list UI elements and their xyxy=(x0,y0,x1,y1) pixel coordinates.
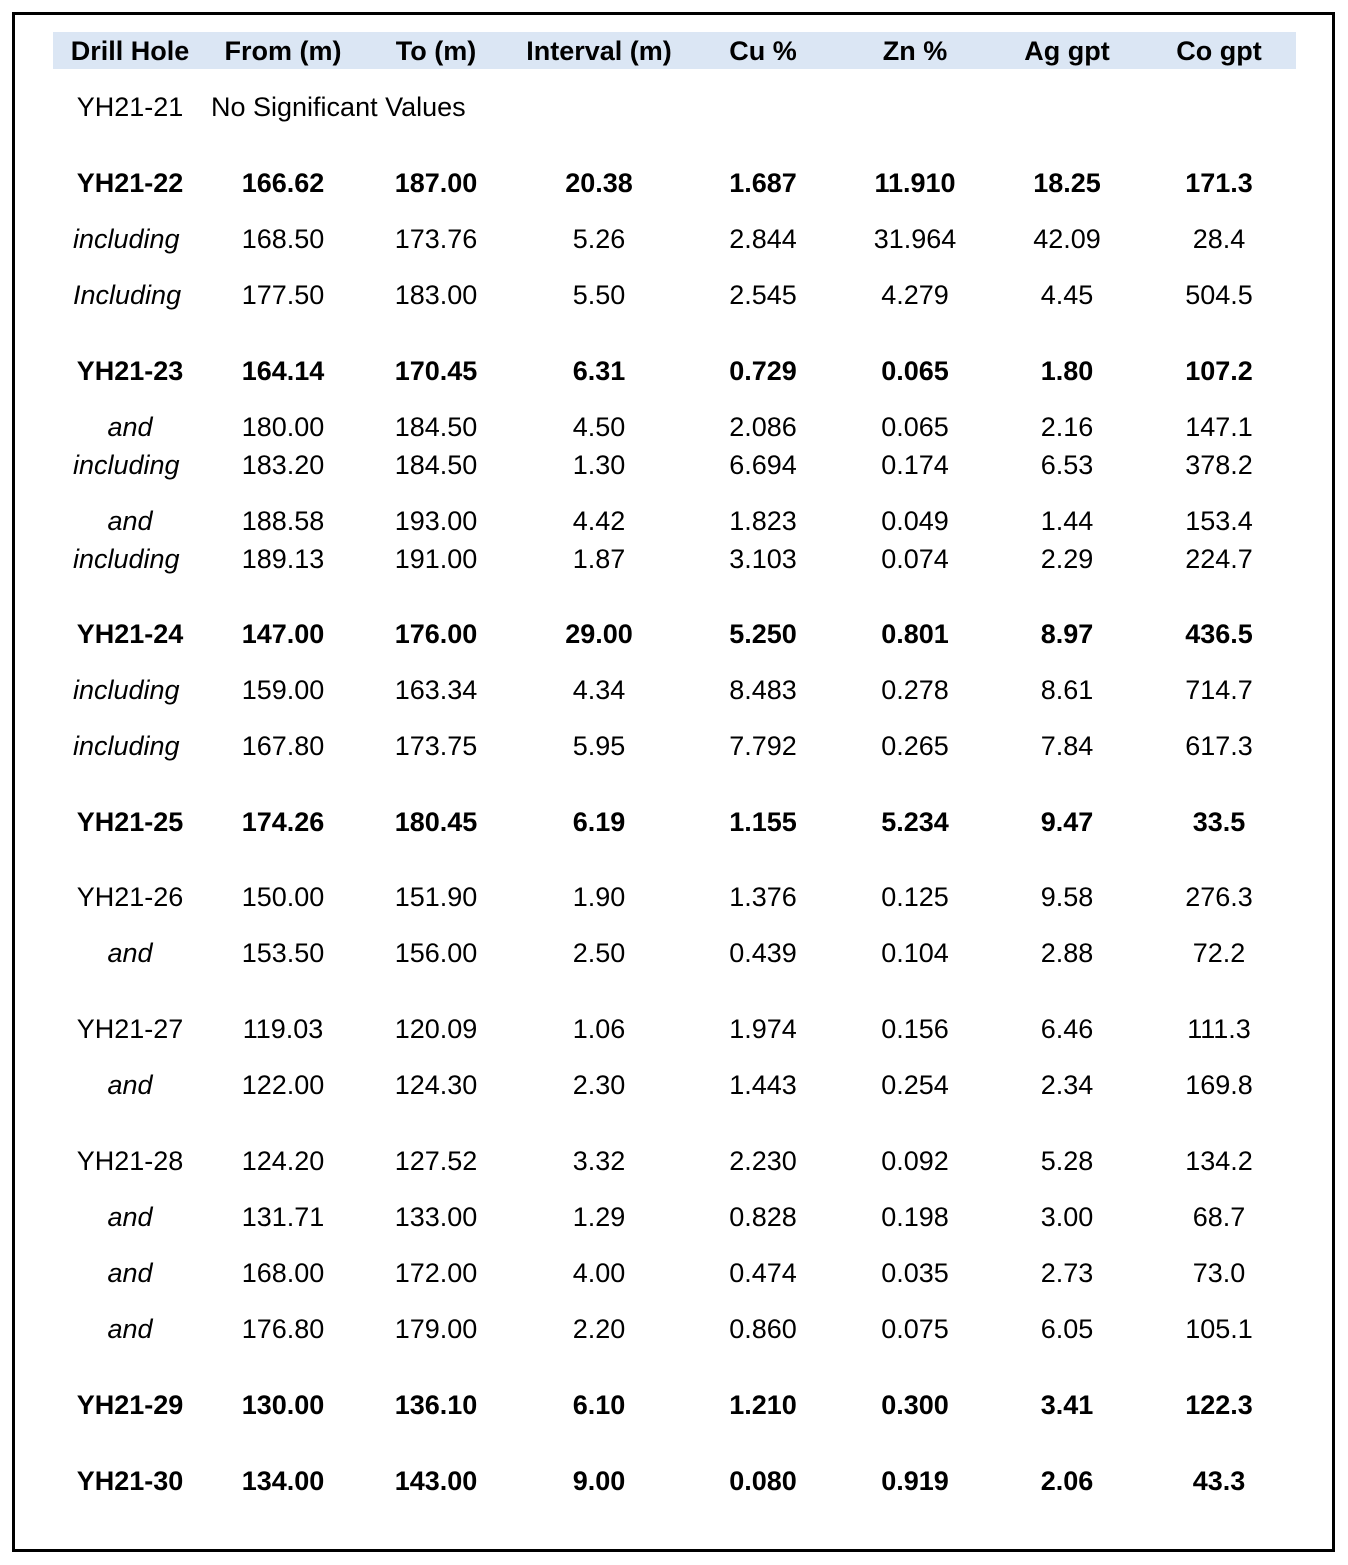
ag-cell: 2.73 xyxy=(1040,1258,1094,1288)
table-row xyxy=(0,1253,1348,1293)
cu-cell: 7.792 xyxy=(729,731,797,761)
from-cell: 183.20 xyxy=(241,450,325,480)
to-cell: 179.00 xyxy=(394,1314,478,1344)
header-to: To (m) xyxy=(395,36,477,66)
co-cell: 43.3 xyxy=(1192,1466,1246,1496)
to-cell: 143.00 xyxy=(394,1466,478,1496)
cu-cell: 2.230 xyxy=(729,1146,797,1176)
drill-hole-cell: Including xyxy=(73,280,182,310)
table-row xyxy=(0,670,1348,710)
drill-hole-cell: YH21-25 xyxy=(76,807,184,837)
ag-cell: 3.41 xyxy=(1040,1390,1094,1420)
co-cell: 617.3 xyxy=(1185,731,1253,761)
interval-cell: 5.50 xyxy=(572,280,626,310)
cu-cell: 3.103 xyxy=(729,544,797,574)
from-cell: 130.00 xyxy=(241,1390,325,1420)
header-row xyxy=(0,31,1348,71)
co-cell: 33.5 xyxy=(1192,807,1246,837)
zn-cell: 0.156 xyxy=(881,1014,949,1044)
co-cell: 107.2 xyxy=(1185,356,1253,386)
drill-hole-cell: including xyxy=(73,450,180,480)
table-row xyxy=(0,802,1348,842)
co-cell: 105.1 xyxy=(1185,1314,1253,1344)
to-cell: 184.50 xyxy=(394,450,478,480)
interval-cell: 6.10 xyxy=(572,1390,626,1420)
cu-cell: 6.694 xyxy=(729,450,797,480)
table-row xyxy=(0,219,1348,259)
ag-cell: 2.29 xyxy=(1040,544,1094,574)
interval-cell: 4.42 xyxy=(572,506,626,536)
zn-cell: 0.174 xyxy=(881,450,949,480)
ag-cell: 6.05 xyxy=(1040,1314,1094,1344)
table-row xyxy=(0,1385,1348,1425)
co-cell: 224.7 xyxy=(1185,544,1253,574)
to-cell: 120.09 xyxy=(394,1014,478,1044)
table-row xyxy=(0,614,1348,654)
interval-cell: 3.32 xyxy=(572,1146,626,1176)
drill-hole-cell: YH21-28 xyxy=(76,1146,184,1176)
from-cell: 177.50 xyxy=(241,280,325,310)
from-cell: 189.13 xyxy=(241,544,325,574)
interval-cell: 1.29 xyxy=(572,1202,626,1232)
to-cell: 193.00 xyxy=(394,506,478,536)
table-row xyxy=(0,933,1348,973)
from-cell: 176.80 xyxy=(241,1314,325,1344)
drill-hole-cell: YH21-23 xyxy=(76,356,184,386)
header-zn: Zn % xyxy=(882,36,948,66)
co-cell: 73.0 xyxy=(1192,1258,1246,1288)
co-cell: 171.3 xyxy=(1185,168,1253,198)
ag-cell: 8.61 xyxy=(1040,675,1094,705)
table-row xyxy=(0,275,1348,315)
co-cell: 72.2 xyxy=(1192,938,1246,968)
to-cell: 187.00 xyxy=(394,168,478,198)
drill-hole-cell: and xyxy=(107,1314,153,1344)
co-cell: 378.2 xyxy=(1185,450,1253,480)
zn-cell: 0.035 xyxy=(881,1258,949,1288)
cu-cell: 2.545 xyxy=(729,280,797,310)
from-cell: 150.00 xyxy=(241,882,325,912)
to-cell: 170.45 xyxy=(394,356,478,386)
interval-cell: 1.06 xyxy=(572,1014,626,1044)
cu-cell: 1.210 xyxy=(729,1390,797,1420)
drill-hole-cell: YH21-21 xyxy=(76,92,184,122)
to-cell: 172.00 xyxy=(394,1258,478,1288)
table-row xyxy=(0,501,1348,541)
zn-cell: 11.910 xyxy=(874,168,956,198)
drill-hole-cell: and xyxy=(107,506,153,536)
interval-cell: 1.87 xyxy=(572,544,626,574)
zn-cell: 0.074 xyxy=(881,544,949,574)
ag-cell: 9.58 xyxy=(1040,882,1094,912)
cu-cell: 0.439 xyxy=(729,938,797,968)
to-cell: 133.00 xyxy=(394,1202,478,1232)
zn-cell: 0.075 xyxy=(881,1314,949,1344)
table-row xyxy=(0,539,1348,579)
to-cell: 173.75 xyxy=(394,731,478,761)
table-row xyxy=(0,351,1348,391)
cu-cell: 0.860 xyxy=(729,1314,797,1344)
to-cell: 173.76 xyxy=(394,224,478,254)
drill-hole-cell: including xyxy=(73,544,180,574)
interval-cell: 29.00 xyxy=(565,619,633,649)
interval-cell: 9.00 xyxy=(572,1466,626,1496)
from-cell: 174.26 xyxy=(241,807,325,837)
header-interval: Interval (m) xyxy=(526,36,672,66)
interval-cell: 2.20 xyxy=(572,1314,626,1344)
ag-cell: 8.97 xyxy=(1040,619,1094,649)
cu-cell: 8.483 xyxy=(729,675,797,705)
interval-cell: 2.30 xyxy=(572,1070,626,1100)
from-cell: 124.20 xyxy=(241,1146,325,1176)
from-cell: 159.00 xyxy=(241,675,325,705)
drill-hole-cell: including xyxy=(73,675,180,705)
to-cell: 124.30 xyxy=(394,1070,478,1100)
no-values-row xyxy=(0,87,1348,127)
cu-cell: 5.250 xyxy=(729,619,797,649)
zn-cell: 0.919 xyxy=(881,1466,949,1496)
co-cell: 122.3 xyxy=(1185,1390,1253,1420)
interval-cell: 5.95 xyxy=(572,731,626,761)
interval-cell: 1.90 xyxy=(572,882,626,912)
ag-cell: 2.34 xyxy=(1040,1070,1094,1100)
header-from: From (m) xyxy=(224,36,342,66)
table-row xyxy=(0,445,1348,485)
drill-hole-cell: YH21-26 xyxy=(76,882,184,912)
to-cell: 156.00 xyxy=(394,938,478,968)
from-cell: 147.00 xyxy=(241,619,325,649)
ag-cell: 2.16 xyxy=(1040,412,1094,442)
table-row xyxy=(0,1197,1348,1237)
co-cell: 504.5 xyxy=(1185,280,1253,310)
ag-cell: 6.46 xyxy=(1040,1014,1094,1044)
from-cell: 180.00 xyxy=(241,412,325,442)
from-cell: 168.50 xyxy=(241,224,325,254)
header-co: Co gpt xyxy=(1176,36,1262,66)
co-cell: 276.3 xyxy=(1185,882,1253,912)
zn-cell: 0.125 xyxy=(881,882,949,912)
drill-hole-cell: YH21-30 xyxy=(76,1466,184,1496)
ag-cell: 1.80 xyxy=(1040,356,1094,386)
co-cell: 436.5 xyxy=(1185,619,1253,649)
co-cell: 714.7 xyxy=(1185,675,1253,705)
co-cell: 147.1 xyxy=(1185,412,1253,442)
table-row xyxy=(0,1065,1348,1105)
drill-hole-cell: and xyxy=(107,1202,153,1232)
header-cu: Cu % xyxy=(729,36,797,66)
to-cell: 163.34 xyxy=(394,675,478,705)
interval-cell: 4.50 xyxy=(572,412,626,442)
to-cell: 176.00 xyxy=(394,619,478,649)
ag-cell: 1.44 xyxy=(1040,506,1094,536)
from-cell: 122.00 xyxy=(241,1070,325,1100)
table-row xyxy=(0,163,1348,203)
to-cell: 151.90 xyxy=(394,882,478,912)
cu-cell: 1.155 xyxy=(729,807,797,837)
to-cell: 183.00 xyxy=(394,280,478,310)
ag-cell: 6.53 xyxy=(1040,450,1094,480)
drill-hole-cell: including xyxy=(73,224,180,254)
from-cell: 134.00 xyxy=(241,1466,325,1496)
zn-cell: 0.265 xyxy=(881,731,949,761)
interval-cell: 4.00 xyxy=(572,1258,626,1288)
interval-cell: 6.19 xyxy=(572,807,626,837)
ag-cell: 2.88 xyxy=(1040,938,1094,968)
drill-hole-cell: and xyxy=(107,412,153,442)
cu-cell: 1.376 xyxy=(729,882,797,912)
interval-cell: 6.31 xyxy=(572,356,626,386)
from-cell: 153.50 xyxy=(241,938,325,968)
header-ag: Ag gpt xyxy=(1024,36,1110,66)
zn-cell: 0.198 xyxy=(881,1202,949,1232)
cu-cell: 0.080 xyxy=(729,1466,797,1496)
table-row xyxy=(0,877,1348,917)
zn-cell: 31.964 xyxy=(873,224,957,254)
from-cell: 167.80 xyxy=(241,731,325,761)
interval-cell: 5.26 xyxy=(572,224,626,254)
interval-cell: 4.34 xyxy=(572,675,626,705)
from-cell: 119.03 xyxy=(242,1014,324,1044)
interval-cell: 20.38 xyxy=(565,168,633,198)
zn-cell: 5.234 xyxy=(881,807,949,837)
co-cell: 28.4 xyxy=(1192,224,1246,254)
drill-hole-cell: and xyxy=(107,1258,153,1288)
drill-hole-cell: YH21-22 xyxy=(76,168,184,198)
zn-cell: 0.049 xyxy=(881,506,949,536)
to-cell: 136.10 xyxy=(394,1390,478,1420)
ag-cell: 9.47 xyxy=(1040,807,1094,837)
to-cell: 127.52 xyxy=(394,1146,478,1176)
ag-cell: 7.84 xyxy=(1040,731,1094,761)
drill-hole-cell: YH21-24 xyxy=(76,619,184,649)
cu-cell: 1.823 xyxy=(729,506,797,536)
ag-cell: 4.45 xyxy=(1040,280,1094,310)
cu-cell: 2.086 xyxy=(729,412,797,442)
zn-cell: 0.065 xyxy=(881,412,949,442)
table-row xyxy=(0,407,1348,447)
cu-cell: 2.844 xyxy=(729,224,797,254)
table-row xyxy=(0,726,1348,766)
ag-cell: 5.28 xyxy=(1040,1146,1094,1176)
zn-cell: 0.104 xyxy=(881,938,949,968)
to-cell: 191.00 xyxy=(394,544,478,574)
table-row xyxy=(0,1461,1348,1501)
drill-hole-cell: and xyxy=(107,938,153,968)
drill-hole-cell: and xyxy=(107,1070,153,1100)
from-cell: 188.58 xyxy=(241,506,325,536)
co-cell: 153.4 xyxy=(1185,506,1253,536)
from-cell: 131.71 xyxy=(241,1202,325,1232)
to-cell: 180.45 xyxy=(394,807,478,837)
ag-cell: 42.09 xyxy=(1033,224,1101,254)
to-cell: 184.50 xyxy=(394,412,478,442)
no-values-note: No Significant Values xyxy=(211,92,466,122)
cu-cell: 0.828 xyxy=(729,1202,797,1232)
zn-cell: 0.065 xyxy=(881,356,949,386)
co-cell: 111.3 xyxy=(1187,1014,1251,1044)
zn-cell: 0.801 xyxy=(881,619,949,649)
ag-cell: 2.06 xyxy=(1040,1466,1094,1496)
drill-hole-cell: YH21-29 xyxy=(76,1390,184,1420)
zn-cell: 4.279 xyxy=(881,280,949,310)
ag-cell: 3.00 xyxy=(1040,1202,1094,1232)
cu-cell: 0.729 xyxy=(729,356,797,386)
table-row xyxy=(0,1009,1348,1049)
co-cell: 169.8 xyxy=(1185,1070,1253,1100)
from-cell: 164.14 xyxy=(241,356,325,386)
cu-cell: 1.974 xyxy=(729,1014,797,1044)
from-cell: 168.00 xyxy=(241,1258,325,1288)
zn-cell: 0.254 xyxy=(881,1070,949,1100)
from-cell: 166.62 xyxy=(241,168,325,198)
drill-hole-cell: including xyxy=(73,731,180,761)
zn-cell: 0.092 xyxy=(881,1146,949,1176)
drill-hole-cell: YH21-27 xyxy=(76,1014,184,1044)
zn-cell: 0.278 xyxy=(881,675,949,705)
cu-cell: 1.687 xyxy=(729,168,797,198)
table-row xyxy=(0,1309,1348,1349)
ag-cell: 18.25 xyxy=(1033,168,1101,198)
co-cell: 134.2 xyxy=(1185,1146,1253,1176)
cu-cell: 1.443 xyxy=(729,1070,797,1100)
interval-cell: 2.50 xyxy=(572,938,626,968)
header-drill-hole: Drill Hole xyxy=(70,36,190,66)
zn-cell: 0.300 xyxy=(881,1390,949,1420)
interval-cell: 1.30 xyxy=(572,450,626,480)
co-cell: 68.7 xyxy=(1192,1202,1246,1232)
cu-cell: 0.474 xyxy=(729,1258,797,1288)
table-row xyxy=(0,1141,1348,1181)
